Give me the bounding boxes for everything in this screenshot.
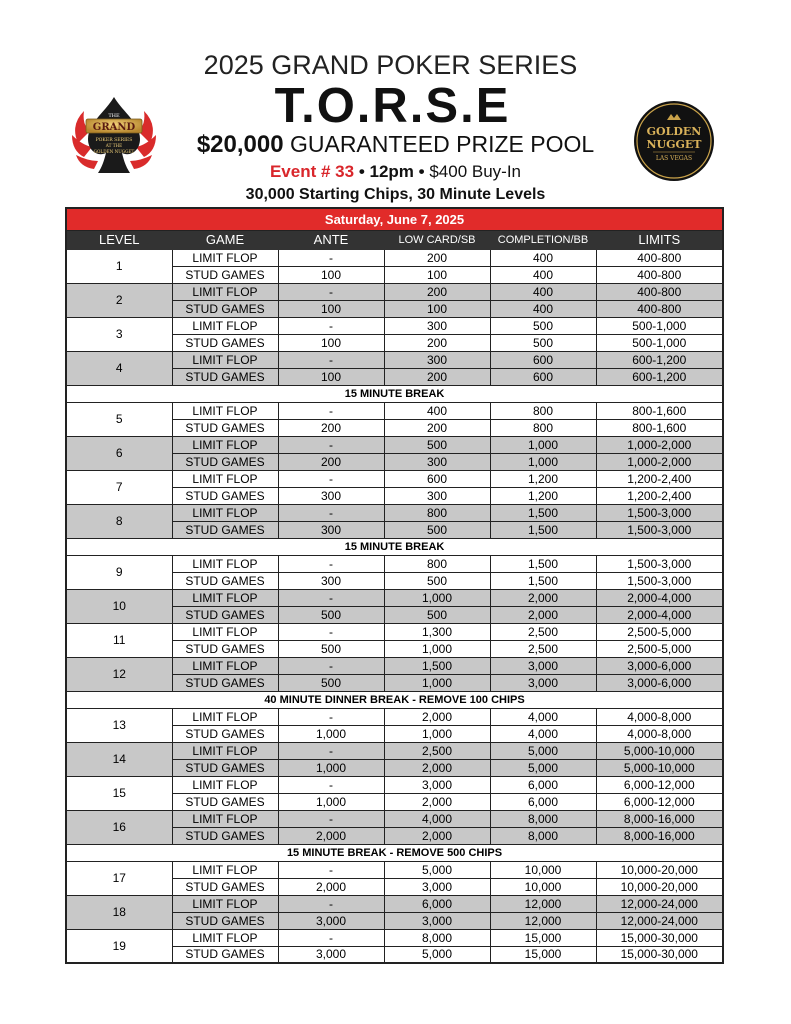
low-card-sb-cell: 200 bbox=[384, 249, 490, 266]
level-number: 18 bbox=[66, 895, 172, 929]
completion-bb-cell: 12,000 bbox=[490, 895, 596, 912]
ante-cell: 1,000 bbox=[278, 725, 384, 742]
low-card-sb-cell: 8,000 bbox=[384, 929, 490, 946]
limits-cell: 500-1,000 bbox=[596, 317, 723, 334]
low-card-sb-cell: 1,500 bbox=[384, 657, 490, 674]
limits-cell: 800-1,600 bbox=[596, 402, 723, 419]
completion-bb-cell: 10,000 bbox=[490, 861, 596, 878]
game-cell: LIMIT FLOP bbox=[172, 402, 278, 419]
low-card-sb-cell: 800 bbox=[384, 555, 490, 572]
ante-cell: 200 bbox=[278, 453, 384, 470]
table-row bbox=[66, 895, 723, 912]
table-row bbox=[66, 470, 723, 487]
break-label: 15 MINUTE BREAK - REMOVE 500 CHIPS bbox=[66, 844, 723, 861]
game-cell: STUD GAMES bbox=[172, 759, 278, 776]
completion-bb-cell: 1,500 bbox=[490, 572, 596, 589]
game-cell: STUD GAMES bbox=[172, 334, 278, 351]
level-group bbox=[66, 708, 723, 742]
limits-cell: 12,000-24,000 bbox=[596, 895, 723, 912]
game-cell: STUD GAMES bbox=[172, 878, 278, 895]
ante-cell: 2,000 bbox=[278, 878, 384, 895]
table-row bbox=[66, 249, 723, 266]
completion-bb-cell: 400 bbox=[490, 283, 596, 300]
completion-bb-cell: 600 bbox=[490, 368, 596, 385]
ante-cell: - bbox=[278, 470, 384, 487]
table-row bbox=[66, 657, 723, 674]
table-row bbox=[66, 555, 723, 572]
low-card-sb-cell: 6,000 bbox=[384, 895, 490, 912]
ante-cell: 500 bbox=[278, 674, 384, 691]
ante-cell: 500 bbox=[278, 640, 384, 657]
break-label: 40 MINUTE DINNER BREAK - REMOVE 100 CHIPS bbox=[66, 691, 723, 708]
limits-cell: 6,000-12,000 bbox=[596, 776, 723, 793]
limits-cell: 400-800 bbox=[596, 283, 723, 300]
level-group bbox=[66, 895, 723, 929]
limits-cell: 10,000-20,000 bbox=[596, 878, 723, 895]
level-group bbox=[66, 929, 723, 963]
table-row bbox=[66, 810, 723, 827]
completion-bb-cell: 1,500 bbox=[490, 555, 596, 572]
game-cell: STUD GAMES bbox=[172, 419, 278, 436]
low-card-sb-cell: 200 bbox=[384, 368, 490, 385]
grand-logo-the: THE bbox=[108, 113, 120, 119]
level-number: 14 bbox=[66, 742, 172, 776]
table-row bbox=[66, 929, 723, 946]
completion-bb-cell: 1,200 bbox=[490, 487, 596, 504]
ante-cell: 100 bbox=[278, 266, 384, 283]
completion-bb-cell: 12,000 bbox=[490, 912, 596, 929]
table-row bbox=[66, 708, 723, 725]
completion-bb-cell: 2,500 bbox=[490, 640, 596, 657]
limits-cell: 5,000-10,000 bbox=[596, 742, 723, 759]
limits-cell: 8,000-16,000 bbox=[596, 827, 723, 844]
level-number: 4 bbox=[66, 351, 172, 385]
ante-cell: - bbox=[278, 402, 384, 419]
limits-cell: 500-1,000 bbox=[596, 334, 723, 351]
level-number: 11 bbox=[66, 623, 172, 657]
break-row bbox=[66, 691, 723, 708]
completion-bb-cell: 2,000 bbox=[490, 606, 596, 623]
low-card-sb-cell: 2,500 bbox=[384, 742, 490, 759]
game-cell: STUD GAMES bbox=[172, 912, 278, 929]
limits-cell: 400-800 bbox=[596, 266, 723, 283]
level-group bbox=[66, 470, 723, 504]
game-cell: LIMIT FLOP bbox=[172, 929, 278, 946]
level-number: 12 bbox=[66, 657, 172, 691]
game-cell: LIMIT FLOP bbox=[172, 776, 278, 793]
game-cell: STUD GAMES bbox=[172, 827, 278, 844]
completion-bb-cell: 1,500 bbox=[490, 521, 596, 538]
nugget-logo-las-vegas: LAS VEGAS bbox=[655, 155, 693, 162]
limits-cell: 3,000-6,000 bbox=[596, 657, 723, 674]
column-header: LEVEL bbox=[66, 230, 172, 249]
ante-cell: - bbox=[278, 657, 384, 674]
limits-cell: 600-1,200 bbox=[596, 368, 723, 385]
limits-cell: 400-800 bbox=[596, 300, 723, 317]
low-card-sb-cell: 1,000 bbox=[384, 674, 490, 691]
limits-cell: 1,000-2,000 bbox=[596, 453, 723, 470]
ante-cell: 300 bbox=[278, 521, 384, 538]
low-card-sb-cell: 3,000 bbox=[384, 776, 490, 793]
ante-cell: 300 bbox=[278, 572, 384, 589]
low-card-sb-cell: 200 bbox=[384, 283, 490, 300]
completion-bb-cell: 8,000 bbox=[490, 810, 596, 827]
level-group bbox=[66, 436, 723, 470]
game-cell: LIMIT FLOP bbox=[172, 895, 278, 912]
column-header: GAME bbox=[172, 230, 278, 249]
completion-bb-cell: 500 bbox=[490, 317, 596, 334]
break-label: 15 MINUTE BREAK bbox=[66, 385, 723, 402]
completion-bb-cell: 3,000 bbox=[490, 657, 596, 674]
completion-bb-cell: 400 bbox=[490, 249, 596, 266]
completion-bb-cell: 400 bbox=[490, 300, 596, 317]
break-row bbox=[66, 844, 723, 861]
ante-cell: - bbox=[278, 504, 384, 521]
low-card-sb-cell: 200 bbox=[384, 334, 490, 351]
limits-cell: 400-800 bbox=[596, 249, 723, 266]
completion-bb-cell: 15,000 bbox=[490, 946, 596, 963]
limits-cell: 2,000-4,000 bbox=[596, 606, 723, 623]
low-card-sb-cell: 600 bbox=[384, 470, 490, 487]
level-group bbox=[66, 283, 723, 317]
level-number: 16 bbox=[66, 810, 172, 844]
limits-cell: 1,500-3,000 bbox=[596, 504, 723, 521]
level-group bbox=[66, 623, 723, 657]
game-cell: LIMIT FLOP bbox=[172, 436, 278, 453]
column-header: LIMITS bbox=[596, 230, 723, 249]
chips-levels: 30,000 Starting Chips, 30 Minute Levels bbox=[245, 186, 546, 203]
completion-bb-cell: 3,000 bbox=[490, 674, 596, 691]
table-row bbox=[66, 623, 723, 640]
level-number: 15 bbox=[66, 776, 172, 810]
game-cell: LIMIT FLOP bbox=[172, 249, 278, 266]
ante-cell: 100 bbox=[278, 368, 384, 385]
limits-cell: 5,000-10,000 bbox=[596, 759, 723, 776]
table-row bbox=[66, 589, 723, 606]
limits-cell: 2,500-5,000 bbox=[596, 623, 723, 640]
level-number: 19 bbox=[66, 929, 172, 963]
low-card-sb-cell: 400 bbox=[384, 402, 490, 419]
low-card-sb-cell: 2,000 bbox=[384, 827, 490, 844]
game-cell: STUD GAMES bbox=[172, 487, 278, 504]
ante-cell: - bbox=[278, 776, 384, 793]
ante-cell: 1,000 bbox=[278, 793, 384, 810]
limits-cell: 1,500-3,000 bbox=[596, 521, 723, 538]
game-cell: STUD GAMES bbox=[172, 725, 278, 742]
completion-bb-cell: 6,000 bbox=[490, 776, 596, 793]
completion-bb-cell: 5,000 bbox=[490, 742, 596, 759]
low-card-sb-cell: 2,000 bbox=[384, 759, 490, 776]
level-group bbox=[66, 742, 723, 776]
limits-cell: 600-1,200 bbox=[596, 351, 723, 368]
ante-cell: 300 bbox=[278, 487, 384, 504]
flyer-header bbox=[0, 0, 791, 207]
completion-bb-cell: 500 bbox=[490, 334, 596, 351]
completion-bb-cell: 600 bbox=[490, 351, 596, 368]
ante-cell: - bbox=[278, 810, 384, 827]
completion-bb-cell: 1,200 bbox=[490, 470, 596, 487]
structure-table-wrap bbox=[65, 207, 722, 964]
column-header: COMPLETION/BB bbox=[490, 230, 596, 249]
limits-cell: 15,000-30,000 bbox=[596, 929, 723, 946]
completion-bb-cell: 800 bbox=[490, 419, 596, 436]
low-card-sb-cell: 500 bbox=[384, 572, 490, 589]
column-header: ANTE bbox=[278, 230, 384, 249]
low-card-sb-cell: 1,300 bbox=[384, 623, 490, 640]
low-card-sb-cell: 2,000 bbox=[384, 793, 490, 810]
low-card-sb-cell: 200 bbox=[384, 419, 490, 436]
prize-amount: $20,000 bbox=[196, 131, 284, 158]
game-cell: STUD GAMES bbox=[172, 640, 278, 657]
completion-bb-cell: 2,000 bbox=[490, 589, 596, 606]
limits-cell: 15,000-30,000 bbox=[596, 946, 723, 963]
level-group bbox=[66, 657, 723, 691]
low-card-sb-cell: 300 bbox=[384, 317, 490, 334]
game-cell: LIMIT FLOP bbox=[172, 283, 278, 300]
game-cell: LIMIT FLOP bbox=[172, 504, 278, 521]
game-cell: LIMIT FLOP bbox=[172, 351, 278, 368]
low-card-sb-cell: 4,000 bbox=[384, 810, 490, 827]
grand-logo-golden-nugget: GOLDEN NUGGET bbox=[93, 149, 135, 154]
column-header: LOW CARD/SB bbox=[384, 230, 490, 249]
completion-bb-cell: 400 bbox=[490, 266, 596, 283]
limits-cell: 12,000-24,000 bbox=[596, 912, 723, 929]
break-row bbox=[66, 538, 723, 555]
limits-cell: 2,000-4,000 bbox=[596, 589, 723, 606]
level-group bbox=[66, 810, 723, 844]
completion-bb-cell: 6,000 bbox=[490, 793, 596, 810]
completion-bb-cell: 1,000 bbox=[490, 436, 596, 453]
series-title: 2025 GRAND POKER SERIES bbox=[203, 50, 578, 80]
prize-label: GUARANTEED PRIZE POOL bbox=[289, 131, 595, 157]
nugget-logo-golden: GOLDEN bbox=[646, 125, 702, 138]
level-number: 7 bbox=[66, 470, 172, 504]
low-card-sb-cell: 500 bbox=[384, 606, 490, 623]
limits-cell: 1,000-2,000 bbox=[596, 436, 723, 453]
limits-cell: 3,000-6,000 bbox=[596, 674, 723, 691]
schedule-date: Saturday, June 7, 2025 bbox=[66, 208, 723, 230]
level-number: 9 bbox=[66, 555, 172, 589]
table-row bbox=[66, 504, 723, 521]
level-number: 3 bbox=[66, 317, 172, 351]
event-line: Event # 33 • 12pm • $400 Buy-In bbox=[269, 162, 522, 181]
level-number: 10 bbox=[66, 589, 172, 623]
low-card-sb-cell: 300 bbox=[384, 351, 490, 368]
limits-cell: 1,500-3,000 bbox=[596, 555, 723, 572]
game-cell: LIMIT FLOP bbox=[172, 589, 278, 606]
completion-bb-cell: 15,000 bbox=[490, 929, 596, 946]
low-card-sb-cell: 500 bbox=[384, 436, 490, 453]
level-number: 2 bbox=[66, 283, 172, 317]
game-cell: STUD GAMES bbox=[172, 266, 278, 283]
ante-cell: - bbox=[278, 929, 384, 946]
game-cell: STUD GAMES bbox=[172, 572, 278, 589]
limits-cell: 4,000-8,000 bbox=[596, 725, 723, 742]
structure-table bbox=[65, 207, 724, 964]
ante-cell: - bbox=[278, 283, 384, 300]
ante-cell: 3,000 bbox=[278, 946, 384, 963]
game-cell: LIMIT FLOP bbox=[172, 623, 278, 640]
low-card-sb-cell: 1,000 bbox=[384, 640, 490, 657]
table-row bbox=[66, 861, 723, 878]
nugget-logo-nugget: NUGGET bbox=[646, 138, 702, 151]
completion-bb-cell: 10,000 bbox=[490, 878, 596, 895]
completion-bb-cell: 8,000 bbox=[490, 827, 596, 844]
game-cell: STUD GAMES bbox=[172, 521, 278, 538]
level-group bbox=[66, 249, 723, 283]
level-group bbox=[66, 776, 723, 810]
low-card-sb-cell: 300 bbox=[384, 453, 490, 470]
completion-bb-cell: 800 bbox=[490, 402, 596, 419]
low-card-sb-cell: 300 bbox=[384, 487, 490, 504]
limits-cell: 1,200-2,400 bbox=[596, 470, 723, 487]
ante-cell: 200 bbox=[278, 419, 384, 436]
limits-cell: 2,500-5,000 bbox=[596, 640, 723, 657]
level-number: 17 bbox=[66, 861, 172, 895]
grand-logo-at-the: AT THE bbox=[105, 143, 123, 148]
ante-cell: - bbox=[278, 861, 384, 878]
ante-cell: - bbox=[278, 351, 384, 368]
game-cell: STUD GAMES bbox=[172, 946, 278, 963]
low-card-sb-cell: 3,000 bbox=[384, 912, 490, 929]
low-card-sb-cell: 1,000 bbox=[384, 589, 490, 606]
level-group bbox=[66, 402, 723, 436]
break-row bbox=[66, 385, 723, 402]
table-row bbox=[66, 317, 723, 334]
ante-cell: 1,000 bbox=[278, 759, 384, 776]
table-row bbox=[66, 776, 723, 793]
event-name: T.O.R.S.E bbox=[274, 79, 511, 133]
level-number: 8 bbox=[66, 504, 172, 538]
grand-logo-poker-series: POKER SERIES bbox=[95, 138, 133, 143]
low-card-sb-cell: 1,000 bbox=[384, 725, 490, 742]
low-card-sb-cell: 5,000 bbox=[384, 861, 490, 878]
game-cell: LIMIT FLOP bbox=[172, 470, 278, 487]
ante-cell: - bbox=[278, 589, 384, 606]
level-number: 13 bbox=[66, 708, 172, 742]
completion-bb-cell: 1,500 bbox=[490, 504, 596, 521]
low-card-sb-cell: 100 bbox=[384, 300, 490, 317]
level-group bbox=[66, 861, 723, 895]
completion-bb-cell: 1,000 bbox=[490, 453, 596, 470]
game-cell: LIMIT FLOP bbox=[172, 861, 278, 878]
limits-cell: 1,500-3,000 bbox=[596, 572, 723, 589]
completion-bb-cell: 5,000 bbox=[490, 759, 596, 776]
level-group bbox=[66, 555, 723, 589]
low-card-sb-cell: 800 bbox=[384, 504, 490, 521]
low-card-sb-cell: 2,000 bbox=[384, 708, 490, 725]
ante-cell: 2,000 bbox=[278, 827, 384, 844]
ante-cell: - bbox=[278, 249, 384, 266]
game-cell: STUD GAMES bbox=[172, 453, 278, 470]
level-group bbox=[66, 351, 723, 385]
game-cell: LIMIT FLOP bbox=[172, 708, 278, 725]
game-cell: STUD GAMES bbox=[172, 606, 278, 623]
ante-cell: 3,000 bbox=[278, 912, 384, 929]
golden-nugget-logo bbox=[633, 100, 715, 182]
limits-cell: 4,000-8,000 bbox=[596, 708, 723, 725]
level-group bbox=[66, 317, 723, 351]
ante-cell: - bbox=[278, 555, 384, 572]
level-group bbox=[66, 504, 723, 538]
ante-cell: 100 bbox=[278, 300, 384, 317]
low-card-sb-cell: 100 bbox=[384, 266, 490, 283]
table-row bbox=[66, 742, 723, 759]
ante-cell: - bbox=[278, 742, 384, 759]
limits-cell: 6,000-12,000 bbox=[596, 793, 723, 810]
table-row bbox=[66, 436, 723, 453]
game-cell: LIMIT FLOP bbox=[172, 317, 278, 334]
ante-cell: - bbox=[278, 436, 384, 453]
ante-cell: - bbox=[278, 317, 384, 334]
ante-cell: 100 bbox=[278, 334, 384, 351]
limits-cell: 8,000-16,000 bbox=[596, 810, 723, 827]
game-cell: LIMIT FLOP bbox=[172, 810, 278, 827]
table-row bbox=[66, 402, 723, 419]
ante-cell: - bbox=[278, 708, 384, 725]
event-number: Event # 33 bbox=[269, 162, 355, 181]
game-cell: STUD GAMES bbox=[172, 793, 278, 810]
game-cell: LIMIT FLOP bbox=[172, 657, 278, 674]
low-card-sb-cell: 5,000 bbox=[384, 946, 490, 963]
game-cell: LIMIT FLOP bbox=[172, 742, 278, 759]
game-cell: STUD GAMES bbox=[172, 674, 278, 691]
level-number: 5 bbox=[66, 402, 172, 436]
game-cell: LIMIT FLOP bbox=[172, 555, 278, 572]
limits-cell: 1,200-2,400 bbox=[596, 487, 723, 504]
game-cell: STUD GAMES bbox=[172, 368, 278, 385]
low-card-sb-cell: 3,000 bbox=[384, 878, 490, 895]
completion-bb-cell: 4,000 bbox=[490, 725, 596, 742]
level-number: 1 bbox=[66, 249, 172, 283]
table-row bbox=[66, 351, 723, 368]
buy-in: $400 Buy-In bbox=[429, 162, 522, 181]
ante-cell: 500 bbox=[278, 606, 384, 623]
table-row bbox=[66, 283, 723, 300]
low-card-sb-cell: 500 bbox=[384, 521, 490, 538]
level-number: 6 bbox=[66, 436, 172, 470]
completion-bb-cell: 2,500 bbox=[490, 623, 596, 640]
limits-cell: 800-1,600 bbox=[596, 419, 723, 436]
event-time: 12pm bbox=[369, 162, 414, 181]
ante-cell: - bbox=[278, 623, 384, 640]
break-label: 15 MINUTE BREAK bbox=[66, 538, 723, 555]
grand-logo-grand: GRAND bbox=[92, 122, 136, 133]
level-group bbox=[66, 589, 723, 623]
game-cell: STUD GAMES bbox=[172, 300, 278, 317]
ante-cell: - bbox=[278, 895, 384, 912]
limits-cell: 10,000-20,000 bbox=[596, 861, 723, 878]
completion-bb-cell: 4,000 bbox=[490, 708, 596, 725]
